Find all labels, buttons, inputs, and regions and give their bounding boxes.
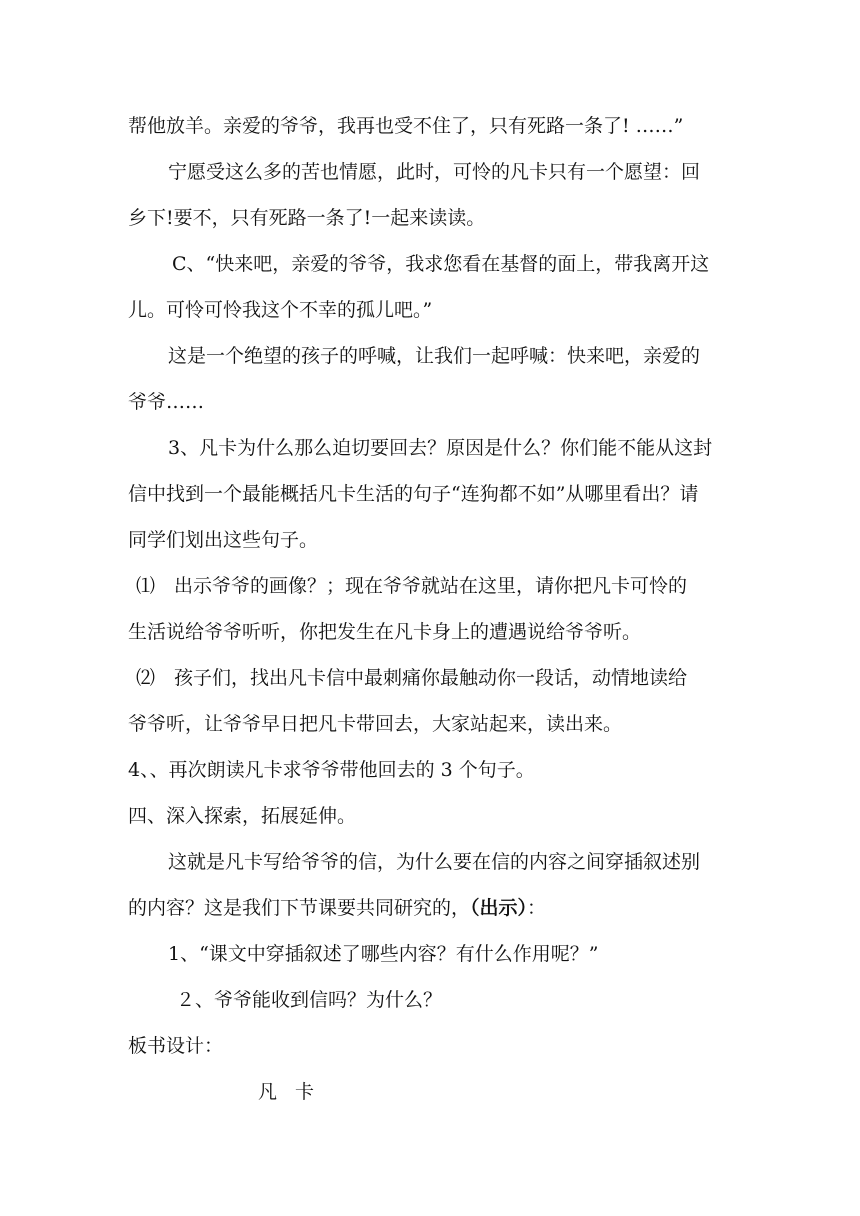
- bold-text: （出示）: [470, 897, 528, 919]
- text-line: [128, 896, 546, 922]
- text-line: ⑵ 孩子们，找出凡卡信中最刺痛你最触动你一段话，动情地读给: [136, 667, 688, 689]
- text-line: 1、“课文中穿插叙述了哪些内容？有什么作用呢？”: [168, 943, 599, 965]
- text-segment: ：: [527, 897, 547, 919]
- text-line: ２、爷爷能收到信吗？为什么？: [176, 989, 443, 1011]
- text-line: 信中找到一个最能概括凡卡生活的句子“连狗都不如”从哪里看出？请: [128, 483, 699, 505]
- text-line: 爷爷听，让爷爷早日把凡卡带回去，大家站起来，读出来。: [128, 713, 623, 735]
- text-line: 这就是凡卡写给爷爷的信，为什么要在信的内容之间穿插叙述别: [168, 851, 701, 873]
- text-line: C、“快来吧，亲爱的爷爷，我求您看在基督的面上，带我离开这: [172, 253, 710, 275]
- text-line: 帮他放羊。亲爱的爷爷，我再也受不住了，只有死路一条了! ……”: [128, 115, 684, 137]
- text-line: 儿。可怜可怜我这个不幸的孤儿吧。”: [128, 299, 433, 321]
- text-line: ⑴ 出示爷爷的画像？；现在爷爷就站在这里，请你把凡卡可怜的: [136, 575, 688, 597]
- text-line: 4、、再次朗读凡卡求爷爷带他回去的 3 个句子。: [128, 759, 535, 781]
- section-heading: 四、深入探索，拓展延伸。: [128, 805, 357, 827]
- text-segment: 的内容？这是我们下节课要共同研究的，: [128, 897, 471, 919]
- board-title: 凡 卡: [258, 1081, 321, 1103]
- text-line: 3、凡卡为什么那么迫切要回去？原因是什么？你们能不能从这封: [168, 437, 713, 459]
- text-line: 宁愿受这么多的苦也情愿，此时，可怜的凡卡只有一个愿望：回: [168, 161, 701, 183]
- text-line: 这是一个绝望的孩子的呼喊，让我们一起呼喊：快来吧，亲爱的: [168, 345, 701, 367]
- text-line: 爷爷……: [128, 391, 205, 413]
- text-line: 乡下!要不，只有死路一条了!一起来读读。: [128, 207, 486, 229]
- text-line: 板书设计：: [128, 1035, 224, 1057]
- text-line: 生活说给爷爷听听，你把发生在凡卡身上的遭遇说给爷爷听。: [128, 621, 642, 643]
- text-line: 同学们划出这些句子。: [128, 529, 319, 551]
